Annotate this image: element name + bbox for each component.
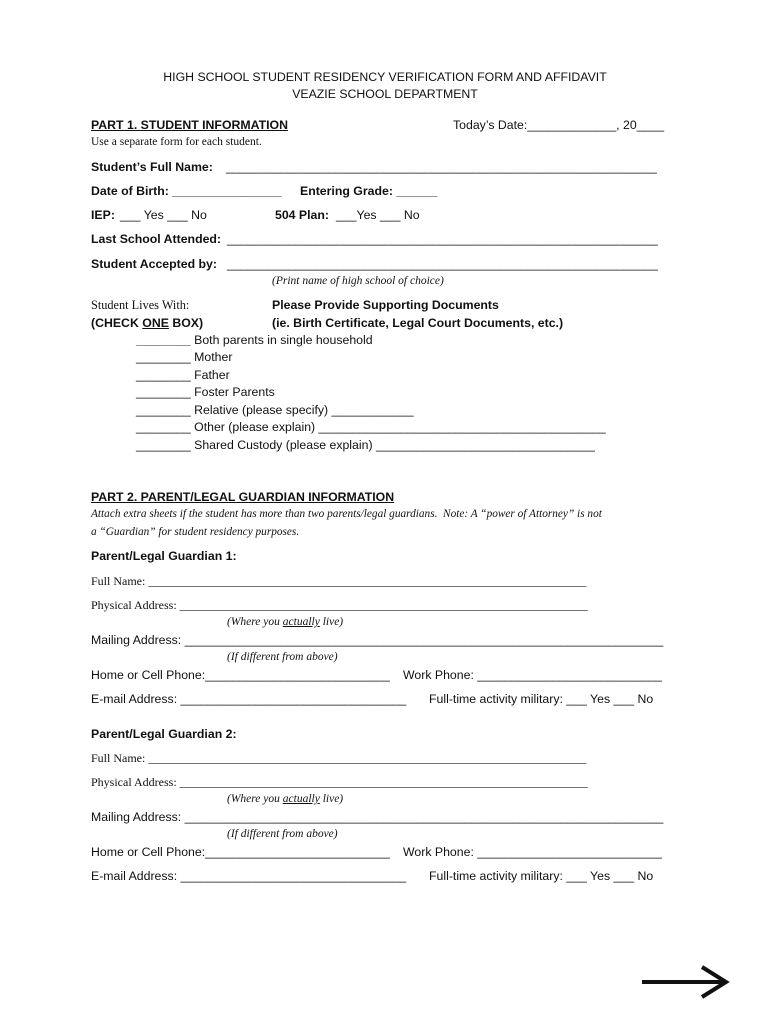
iep-options[interactable]: ___ Yes ___ No bbox=[120, 208, 207, 222]
hint-suffix: live) bbox=[319, 793, 344, 805]
date-of-birth-field[interactable]: Date of Birth: ________________ bbox=[91, 184, 282, 198]
option-label: Both parents in single household bbox=[194, 333, 373, 347]
living-option-father[interactable] bbox=[136, 369, 230, 381]
option-blank[interactable]: ________ bbox=[136, 333, 191, 347]
physical-address-hint bbox=[227, 617, 343, 629]
guardian-heading: Parent/Legal Guardian 2: bbox=[91, 727, 237, 741]
hint-suffix: live) bbox=[319, 616, 344, 628]
school-department: VEAZIE SCHOOL DEPARTMENT bbox=[292, 87, 478, 101]
guardian-military-field[interactable]: Full-time activity military: ___ Yes ___ No bbox=[429, 869, 654, 883]
part2-note-line1: Attach extra sheets if the student has more than two parents/legal guardians. Note: A “power of Attorney” is not bbox=[91, 508, 602, 520]
option-blank[interactable]: ________ bbox=[136, 420, 191, 434]
guardian-home-phone-field[interactable]: Home or Cell Phone:___________________________ bbox=[91, 668, 390, 682]
living-option-both-parents[interactable] bbox=[136, 334, 373, 346]
student-full-name-field[interactable]: _______________________________________________________________ bbox=[226, 160, 657, 174]
accepted-by-label: Student Accepted by: bbox=[91, 257, 217, 271]
living-option-foster[interactable] bbox=[136, 386, 275, 398]
guardian-mailing-address-field[interactable]: Mailing Address: ______________________________________________________________________ bbox=[91, 633, 664, 647]
check-suffix: BOX) bbox=[168, 316, 204, 330]
part1-note: Use a separate form for each student. bbox=[91, 136, 262, 148]
living-option-shared-custody[interactable] bbox=[136, 439, 595, 451]
entering-grade-field[interactable]: Entering Grade: ______ bbox=[300, 184, 438, 198]
option-blank[interactable]: ________ bbox=[136, 403, 191, 417]
lives-with-label: Student Lives With: bbox=[91, 298, 190, 312]
guardian-mailing-address-field[interactable]: Mailing Address: ______________________________________________________________________ bbox=[91, 810, 664, 824]
mailing-address-hint: (If different from above) bbox=[227, 828, 338, 840]
hint-actually: actually bbox=[282, 616, 320, 628]
plan504-options[interactable]: ___Yes ___ No bbox=[336, 208, 420, 222]
guardian-work-phone-field[interactable]: Work Phone: ___________________________ bbox=[403, 668, 662, 682]
guardian-physical-address-field[interactable]: Physical Address: ____________________________________________________________________ bbox=[91, 775, 588, 789]
check-one-instruction bbox=[91, 317, 203, 329]
option-label: Father bbox=[194, 368, 230, 382]
physical-address-hint bbox=[227, 794, 343, 806]
check-one: ONE bbox=[142, 316, 169, 330]
check-prefix: (CHECK bbox=[91, 316, 143, 330]
guardian-full-name-field[interactable]: Full Name: _________________________________________________________________________ bbox=[91, 574, 587, 588]
form-title: HIGH SCHOOL STUDENT RESIDENCY VERIFICATION FORM AND AFFIDAVIT bbox=[163, 70, 607, 84]
arrow-right-icon bbox=[640, 964, 732, 1000]
option-blank[interactable]: ________ bbox=[136, 350, 191, 364]
guardian-email-field[interactable]: E-mail Address: _________________________________ bbox=[91, 692, 407, 706]
option-blank[interactable]: ________ bbox=[136, 438, 191, 452]
supporting-docs-heading: Please Provide Supporting Documents bbox=[272, 298, 499, 312]
guardian-work-phone-field[interactable]: Work Phone: ___________________________ bbox=[403, 845, 662, 859]
option-label: Other (please explain) __________________________________________ bbox=[194, 420, 606, 434]
part2-heading: PART 2. PARENT/LEGAL GUARDIAN INFORMATION bbox=[91, 490, 395, 504]
living-option-other[interactable] bbox=[136, 421, 606, 433]
part2-note-line2: a “Guardian” for student residency purposes. bbox=[91, 526, 300, 538]
option-label: Shared Custody (please explain) ________________________________ bbox=[194, 438, 595, 452]
guardian-heading: Parent/Legal Guardian 1: bbox=[91, 549, 237, 563]
option-label: Foster Parents bbox=[194, 385, 275, 399]
iep-label: IEP: bbox=[91, 208, 115, 222]
hint-prefix: (Where you bbox=[227, 616, 283, 628]
guardian-email-field[interactable]: E-mail Address: _________________________________ bbox=[91, 869, 407, 883]
part1-heading: PART 1. STUDENT INFORMATION bbox=[91, 118, 288, 132]
accepted-by-hint: (Print name of high school of choice) bbox=[272, 275, 444, 287]
option-label: Mother bbox=[194, 350, 233, 364]
supporting-docs-examples: (ie. Birth Certificate, Legal Court Documents, etc.) bbox=[272, 316, 564, 330]
last-school-label: Last School Attended: bbox=[91, 232, 222, 246]
last-school-field[interactable]: _______________________________________________________________ bbox=[227, 232, 658, 246]
guardian-home-phone-field[interactable]: Home or Cell Phone:___________________________ bbox=[91, 845, 390, 859]
option-blank[interactable]: ________ bbox=[136, 368, 191, 382]
guardian-military-field[interactable]: Full-time activity military: ___ Yes ___ No bbox=[429, 692, 654, 706]
guardian-physical-address-field[interactable]: Physical Address: ____________________________________________________________________ bbox=[91, 598, 588, 612]
hint-actually: actually bbox=[282, 793, 320, 805]
option-label: Relative (please specify) ____________ bbox=[194, 403, 414, 417]
mailing-address-hint: (If different from above) bbox=[227, 651, 338, 663]
plan504-label: 504 Plan: bbox=[275, 208, 329, 222]
todays-date-field[interactable]: Today’s Date:_____________, 20____ bbox=[453, 118, 665, 132]
guardian-full-name-field[interactable]: Full Name: _________________________________________________________________________ bbox=[91, 751, 587, 765]
hint-prefix: (Where you bbox=[227, 793, 283, 805]
living-option-relative[interactable] bbox=[136, 404, 414, 416]
option-blank[interactable]: ________ bbox=[136, 385, 191, 399]
accepted-by-field[interactable]: _______________________________________________________________ bbox=[227, 257, 658, 271]
living-option-mother[interactable] bbox=[136, 351, 232, 363]
student-full-name-label: Student’s Full Name: bbox=[91, 160, 213, 174]
